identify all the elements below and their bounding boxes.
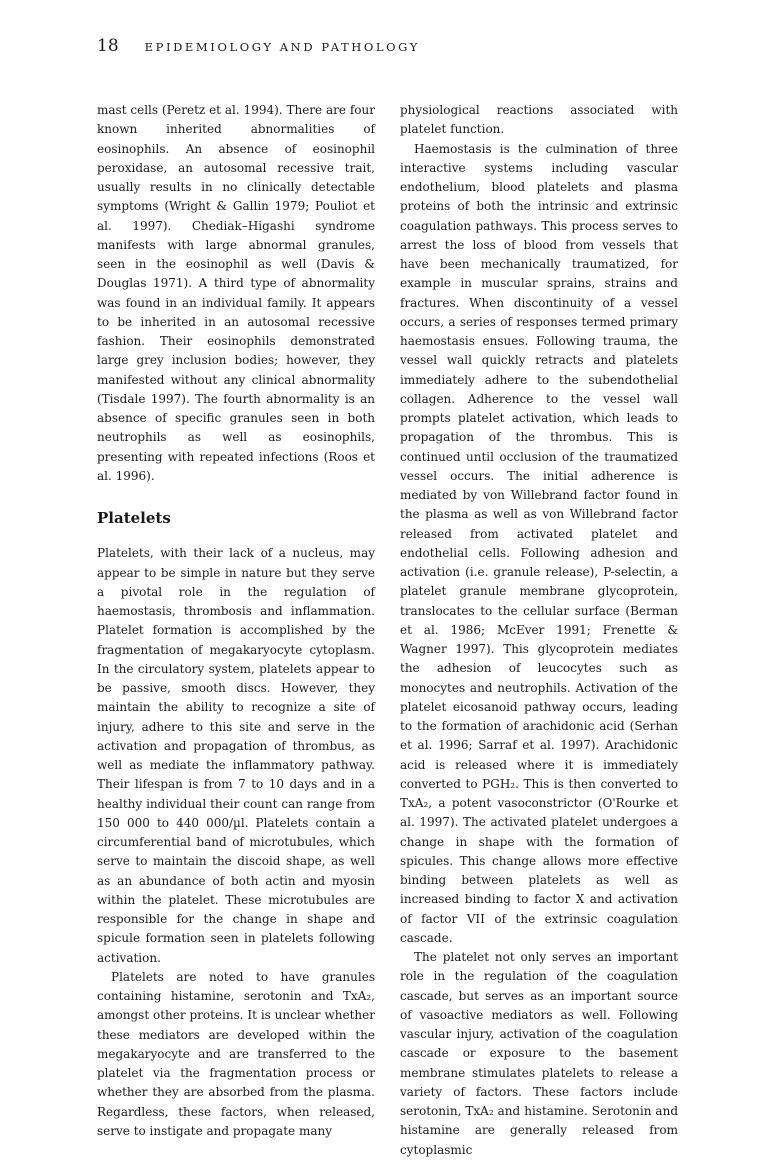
running-title: EPIDEMIOLOGY AND PATHOLOGY <box>144 40 420 54</box>
right-column <box>400 101 678 1160</box>
left-paragraph-3: Platelets are noted to have granules containing histamine, serotonin and TxA₂, amongst other proteins. It is unclear whether these mediators are developed within the megakaryocyte and are transferred to the platelet via the fragmentation process or whether they are absorbed from the plasma. Regardless, these factors, when released, serve to instigate and propagate many <box>97 969 375 1138</box>
section-heading-platelets: Platelets <box>97 509 171 527</box>
right-paragraph-2: Haemostasis is the culmination of three interactive systems including vascular endothelium, blood platelets and plasma proteins of both the intrinsic and extrinsic coagulation pathways. This process serves to arrest the loss of blood from vessels that have been mechanically traumatized, for example in muscular sprains, strains and fractures. When discontinuity of a vessel occurs, a series of responses termed primary haemostasis ensues. Following trauma, the vessel wall quickly retracts and platelets immediately adhere to the subendothelial collagen. Adherence to the vessel wall prompts platelet activation, which leads to propagation of the thrombus. This is continued until occlusion of the traumatized vessel occurs. The initial adherence is mediated by von Willebrand factor found in the plasma as well as von Willebrand factor released from activated platelet and endothelial cells. Following adhesion and activation (i.e. granule release), P-selectin, a platelet granule membrane glycoprotein, translocates to the cellular surface (Berman et al. 1986; McEver 1991; Frenette & Wagner 1997). This glycoprotein mediates the adhesion of leucocytes such as monocytes and neutrophils. Activation of the platelet eicosanoid pathway occurs, leading to the formation of arachidonic acid (Serhan et al. 1996; Sarraf et al. 1997). Arachidonic acid is released where it is immediately converted to PGH₂. This is then converted to TxA₂, a potent vasoconstrictor (O'Rourke et al. 1997). The activated platelet undergoes a change in shape with the formation of spicules. This change allows more effective binding between platelets as well as increased binding to factor X and activation of factor VII of the extrinsic coagulation cascade. <box>400 141 678 945</box>
left-paragraph-1: mast cells (Peretz et al. 1994). There are four known inherited abnormalities of eosinophils. An absence of eosinophil peroxidase, an autosomal recessive trait, usually results in no clinically detectable symptoms (Wright & Gallin 1979; Pouliot et al. 1997). Chediak–Higashi syndrome manifests with large abnormal granules, seen in the eosinophil as well (Davis & Douglas 1971). A third type of abnormality was found in an individual family. It appears to be inherited in an autosomal recessive fashion. Their eosinophils demonstrated large grey inclusion bodies; however, they manifested without any clinical abnormality (Tisdale 1997). The fourth abnormality is an absence of specific granules seen in both neutrophils as well as eosinophils, presenting with repeated infections (Roos et al. 1996). <box>97 103 375 483</box>
page-number: 18 <box>97 36 119 56</box>
running-head <box>97 36 420 56</box>
right-paragraph-3: The platelet not only serves an important role in the regulation of the coagulation cascade, but serves as an important source of vasoactive mediators as well. Following vascular injury, activation of the coagulation cascade or exposure to the basement membrane stimulates platelets to release a variety of factors. These factors include serotonin, TxA₂ and histamine. Serotonin and histamine are generally released from cytoplasmic <box>400 950 678 1157</box>
left-column <box>97 101 375 1141</box>
left-paragraph-2: Platelets, with their lack of a nucleus, may appear to be simple in nature but they serve a pivotal role in the regulation of haemostasis, thrombosis and inflammation. Platelet formation is accomplished by the fragmentation of megakaryocyte cytoplasm. In the circulatory system, platelets appear to be passive, smooth discs. However, they maintain the ability to recognize a site of injury, adhere to this site and serve in the activation and propagation of thrombus, as well as mediate the inflammatory pathway. Their lifespan is from 7 to 10 days and in a healthy individual their count can range from 150 000 to 440 000/µl. Platelets contain a circumferential band of microtubules, which serve to maintain the discoid shape, as well as an abundance of both actin and myosin within the platelet. These microtubules are responsible for the change in shape and spicule formation seen in platelets following activation. <box>97 546 375 965</box>
right-paragraph-1: physiological reactions associated with platelet function. <box>400 103 678 137</box>
